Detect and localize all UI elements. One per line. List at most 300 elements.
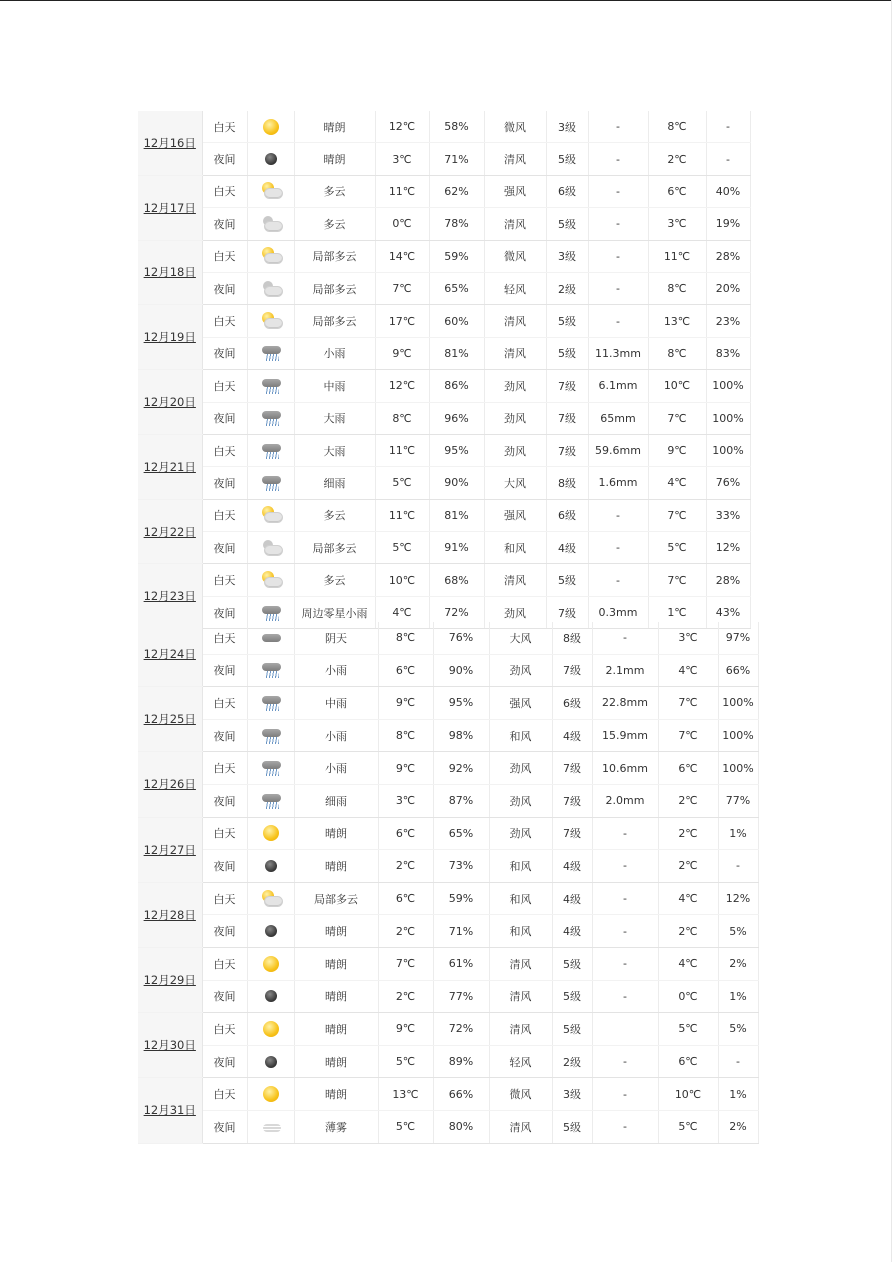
wind-description: 劲风	[484, 434, 546, 466]
feels-like-temperature: 6℃	[658, 752, 718, 785]
wind-description: 和风	[484, 532, 546, 564]
feels-like-temperature: 5℃	[658, 1013, 718, 1046]
weather-text: 晴朗	[294, 143, 375, 175]
rain-icon	[260, 344, 282, 362]
date-link[interactable]: 12月29日	[143, 973, 196, 988]
weather-icon-cell	[247, 850, 294, 883]
weather-text: 晴朗	[294, 817, 378, 850]
table-row	[138, 272, 750, 304]
date-cell	[138, 817, 202, 882]
wind-level: 6级	[546, 175, 588, 207]
date-link[interactable]: 12月31日	[143, 1103, 196, 1118]
weather-text: 细雨	[294, 784, 378, 817]
precipitation: 2.1mm	[592, 654, 658, 687]
wind-description: 清风	[489, 1013, 552, 1046]
weather-text: 周边零星小雨	[294, 596, 375, 628]
temperature: 10℃	[375, 564, 429, 596]
weather-icon-cell	[247, 240, 294, 272]
wind-level: 5级	[546, 208, 588, 240]
rain-icon	[260, 694, 282, 712]
temperature: 7℃	[375, 272, 429, 304]
table-row	[138, 752, 758, 785]
weather-icon-cell	[247, 175, 294, 207]
wind-level: 5级	[546, 143, 588, 175]
temperature: 12℃	[375, 111, 429, 143]
precipitation: 0.3mm	[588, 596, 648, 628]
humidity: 71%	[429, 143, 484, 175]
wind-description: 微风	[489, 1078, 552, 1111]
date-link[interactable]: 12月28日	[143, 907, 196, 922]
precipitation-chance: 1%	[718, 817, 758, 850]
wind-description: 和风	[489, 719, 552, 752]
wind-level: 8级	[546, 467, 588, 499]
date-link[interactable]: 12月20日	[143, 395, 196, 410]
forecast-table-2	[138, 622, 759, 1144]
humidity: 87%	[433, 784, 489, 817]
feels-like-temperature: 7℃	[658, 719, 718, 752]
sunny-icon	[260, 955, 282, 973]
table-row	[138, 532, 750, 564]
table-row	[138, 499, 750, 531]
humidity: 59%	[429, 240, 484, 272]
humidity: 72%	[429, 596, 484, 628]
feels-like-temperature: 2℃	[658, 915, 718, 948]
precipitation: -	[592, 915, 658, 948]
weather-icon-cell	[247, 980, 294, 1013]
wind-level: 7级	[546, 370, 588, 402]
wind-level: 3级	[546, 240, 588, 272]
date-cell	[138, 111, 202, 175]
wind-description: 清风	[484, 143, 546, 175]
period-label: 白天	[202, 622, 247, 654]
period-label: 夜间	[202, 402, 247, 434]
precipitation-chance: 20%	[706, 272, 750, 304]
period-label: 夜间	[202, 719, 247, 752]
wind-level: 7级	[552, 784, 592, 817]
wind-description: 清风	[489, 1110, 552, 1143]
humidity: 90%	[433, 654, 489, 687]
precipitation: 6.1mm	[588, 370, 648, 402]
weather-text: 局部多云	[294, 882, 378, 915]
period-label: 夜间	[202, 980, 247, 1013]
feels-like-temperature: 7℃	[648, 564, 706, 596]
precipitation-chance: 12%	[706, 532, 750, 564]
clear-night-icon	[260, 150, 282, 168]
wind-level: 4级	[546, 532, 588, 564]
temperature: 3℃	[375, 143, 429, 175]
date-link[interactable]: 12月21日	[143, 459, 196, 474]
precipitation: -	[588, 499, 648, 531]
period-label: 夜间	[202, 143, 247, 175]
wind-level: 7级	[552, 817, 592, 850]
period-label: 夜间	[202, 784, 247, 817]
sunny-icon	[260, 1020, 282, 1038]
feels-like-temperature: 3℃	[658, 622, 718, 654]
date-cell	[138, 1078, 202, 1143]
feels-like-temperature: 7℃	[648, 402, 706, 434]
wind-description: 劲风	[489, 752, 552, 785]
date-cell	[138, 622, 202, 687]
precipitation-chance: 66%	[718, 654, 758, 687]
weather-text: 晴朗	[294, 850, 378, 883]
precipitation: 59.6mm	[588, 434, 648, 466]
precipitation-chance: 100%	[718, 719, 758, 752]
date-cell	[138, 305, 202, 370]
humidity: 62%	[429, 175, 484, 207]
period-label: 白天	[202, 1013, 247, 1046]
wind-level: 7级	[552, 654, 592, 687]
date-link[interactable]: 12月16日	[143, 135, 196, 150]
wind-level: 7级	[546, 402, 588, 434]
wind-level: 5级	[552, 1013, 592, 1046]
feels-like-temperature: 8℃	[648, 111, 706, 143]
temperature: 8℃	[378, 719, 433, 752]
wind-level: 6级	[546, 499, 588, 531]
weather-icon-cell	[247, 947, 294, 980]
weather-text: 局部多云	[294, 240, 375, 272]
humidity: 89%	[433, 1045, 489, 1078]
wind-description: 清风	[484, 337, 546, 369]
precipitation	[592, 1013, 658, 1046]
wind-description: 大风	[484, 467, 546, 499]
table-row	[138, 817, 758, 850]
period-label: 夜间	[202, 467, 247, 499]
precipitation-chance: 28%	[706, 564, 750, 596]
weather-text: 大雨	[294, 434, 375, 466]
wind-description: 劲风	[484, 596, 546, 628]
feels-like-temperature: 11℃	[648, 240, 706, 272]
period-label: 白天	[202, 240, 247, 272]
weather-icon-cell	[247, 882, 294, 915]
partly-cloudy-night-icon	[260, 539, 282, 557]
fog-icon	[260, 1118, 282, 1136]
temperature: 2℃	[378, 850, 433, 883]
weather-text: 中雨	[294, 687, 378, 720]
precipitation-chance: -	[718, 850, 758, 883]
precipitation: 11.3mm	[588, 337, 648, 369]
temperature: 11℃	[375, 434, 429, 466]
wind-level: 7级	[552, 752, 592, 785]
period-label: 夜间	[202, 850, 247, 883]
weather-text: 多云	[294, 564, 375, 596]
precipitation-chance: 43%	[706, 596, 750, 628]
clear-night-icon	[260, 857, 282, 875]
rain-icon	[260, 409, 282, 427]
wind-description: 强风	[484, 175, 546, 207]
table-row	[138, 882, 758, 915]
clear-night-icon	[260, 987, 282, 1005]
precipitation: -	[588, 305, 648, 337]
date-link[interactable]: 12月27日	[143, 842, 196, 857]
table-row	[138, 305, 750, 337]
humidity: 92%	[433, 752, 489, 785]
weather-text: 小雨	[294, 654, 378, 687]
rain-icon	[260, 377, 282, 395]
wind-description: 和风	[489, 915, 552, 948]
date-link[interactable]: 12月24日	[143, 647, 196, 662]
table-row	[138, 654, 758, 687]
humidity: 58%	[429, 111, 484, 143]
table-row	[138, 1013, 758, 1046]
wind-level: 5级	[546, 305, 588, 337]
weather-icon-cell	[247, 719, 294, 752]
feels-like-temperature: 2℃	[658, 784, 718, 817]
temperature: 11℃	[375, 175, 429, 207]
date-cell	[138, 499, 202, 564]
feels-like-temperature: 2℃	[658, 817, 718, 850]
weather-text: 大雨	[294, 402, 375, 434]
weather-text: 晴朗	[294, 1045, 378, 1078]
temperature: 9℃	[378, 752, 433, 785]
wind-description: 和风	[489, 882, 552, 915]
precipitation: 10.6mm	[592, 752, 658, 785]
humidity: 65%	[433, 817, 489, 850]
period-label: 白天	[202, 564, 247, 596]
rain-icon	[260, 727, 282, 745]
period-label: 白天	[202, 1078, 247, 1111]
wind-description: 和风	[489, 850, 552, 883]
period-label: 白天	[202, 752, 247, 785]
weather-icon-cell	[247, 402, 294, 434]
weather-icon-cell	[247, 337, 294, 369]
humidity: 98%	[433, 719, 489, 752]
temperature: 5℃	[378, 1110, 433, 1143]
precipitation-chance: 19%	[706, 208, 750, 240]
humidity: 95%	[429, 434, 484, 466]
precipitation: -	[592, 817, 658, 850]
weather-text: 多云	[294, 208, 375, 240]
temperature: 8℃	[378, 622, 433, 654]
temperature: 6℃	[378, 654, 433, 687]
wind-description: 轻风	[484, 272, 546, 304]
clear-night-icon	[260, 922, 282, 940]
precipitation-chance: 100%	[718, 752, 758, 785]
wind-description: 劲风	[484, 370, 546, 402]
clear-night-icon	[260, 1053, 282, 1071]
date-link[interactable]: 12月30日	[143, 1038, 196, 1053]
table-row	[138, 143, 750, 175]
date-link[interactable]: 12月26日	[143, 777, 196, 792]
date-cell	[138, 752, 202, 817]
precipitation: -	[588, 208, 648, 240]
weather-icon-cell	[247, 499, 294, 531]
temperature: 13℃	[378, 1078, 433, 1111]
feels-like-temperature: 1℃	[648, 596, 706, 628]
date-cell	[138, 175, 202, 240]
humidity: 59%	[433, 882, 489, 915]
weather-text: 多云	[294, 499, 375, 531]
period-label: 夜间	[202, 915, 247, 948]
precipitation-chance: 100%	[718, 687, 758, 720]
period-label: 白天	[202, 305, 247, 337]
date-link[interactable]: 12月18日	[143, 265, 196, 280]
wind-description: 强风	[489, 687, 552, 720]
feels-like-temperature: 7℃	[658, 687, 718, 720]
temperature: 9℃	[378, 687, 433, 720]
humidity: 76%	[433, 622, 489, 654]
wind-level: 3级	[552, 1078, 592, 1111]
precipitation-chance: 12%	[718, 882, 758, 915]
table-row	[138, 402, 750, 434]
weather-text: 薄雾	[294, 1110, 378, 1143]
weather-icon-cell	[247, 687, 294, 720]
feels-like-temperature: 2℃	[658, 850, 718, 883]
forecast-table-1	[138, 111, 751, 629]
period-label: 夜间	[202, 532, 247, 564]
wind-description: 微风	[484, 111, 546, 143]
wind-description: 劲风	[484, 402, 546, 434]
date-link[interactable]: 12月17日	[143, 200, 196, 215]
precipitation-chance: 5%	[718, 915, 758, 948]
temperature: 3℃	[378, 784, 433, 817]
precipitation-chance: 100%	[706, 434, 750, 466]
precipitation-chance: -	[706, 143, 750, 175]
precipitation-chance: 33%	[706, 499, 750, 531]
overcast-icon	[260, 629, 282, 647]
partly-cloudy-night-icon	[260, 280, 282, 298]
period-label: 夜间	[202, 208, 247, 240]
precipitation: 15.9mm	[592, 719, 658, 752]
feels-like-temperature: 4℃	[658, 947, 718, 980]
weather-text: 小雨	[294, 752, 378, 785]
period-label: 白天	[202, 817, 247, 850]
precipitation-chance: -	[706, 111, 750, 143]
temperature: 9℃	[378, 1013, 433, 1046]
wind-description: 劲风	[489, 817, 552, 850]
weather-icon-cell	[247, 370, 294, 402]
weather-icon-cell	[247, 467, 294, 499]
table-row	[138, 915, 758, 948]
precipitation-chance: 1%	[718, 980, 758, 1013]
weather-text: 晴朗	[294, 915, 378, 948]
date-cell	[138, 564, 202, 629]
temperature: 17℃	[375, 305, 429, 337]
rain-icon	[260, 474, 282, 492]
precipitation-chance: 23%	[706, 305, 750, 337]
humidity: 95%	[433, 687, 489, 720]
weather-text: 晴朗	[294, 980, 378, 1013]
date-link[interactable]: 12月25日	[143, 712, 196, 727]
wind-level: 4级	[552, 850, 592, 883]
temperature: 11℃	[375, 499, 429, 531]
humidity: 73%	[433, 850, 489, 883]
humidity: 96%	[429, 402, 484, 434]
humidity: 77%	[433, 980, 489, 1013]
wind-level: 5级	[546, 337, 588, 369]
period-label: 夜间	[202, 654, 247, 687]
wind-description: 清风	[484, 564, 546, 596]
wind-level: 7级	[546, 596, 588, 628]
wind-level: 8级	[552, 622, 592, 654]
humidity: 90%	[429, 467, 484, 499]
wind-level: 5级	[552, 1110, 592, 1143]
humidity: 81%	[429, 499, 484, 531]
feels-like-temperature: 10℃	[658, 1078, 718, 1111]
precipitation-chance: 28%	[706, 240, 750, 272]
partly-cloudy-day-icon	[260, 247, 282, 265]
weather-text: 局部多云	[294, 305, 375, 337]
temperature: 5℃	[378, 1045, 433, 1078]
weather-text: 局部多云	[294, 532, 375, 564]
temperature: 5℃	[375, 467, 429, 499]
sunny-icon	[260, 824, 282, 842]
feels-like-temperature: 5℃	[648, 532, 706, 564]
weather-icon-cell	[247, 1013, 294, 1046]
temperature: 9℃	[375, 337, 429, 369]
feels-like-temperature: 10℃	[648, 370, 706, 402]
wind-level: 5级	[552, 947, 592, 980]
feels-like-temperature: 8℃	[648, 337, 706, 369]
weather-icon-cell	[247, 915, 294, 948]
weather-icon-cell	[247, 305, 294, 337]
date-link[interactable]: 12月22日	[143, 524, 196, 539]
period-label: 白天	[202, 499, 247, 531]
precipitation-chance: 1%	[718, 1078, 758, 1111]
table-row	[138, 370, 750, 402]
date-cell	[138, 370, 202, 435]
humidity: 80%	[433, 1110, 489, 1143]
feels-like-temperature: 5℃	[658, 1110, 718, 1143]
precipitation: -	[592, 622, 658, 654]
temperature: 0℃	[375, 208, 429, 240]
date-cell	[138, 240, 202, 305]
partly-cloudy-day-icon	[260, 182, 282, 200]
feels-like-temperature: 6℃	[648, 175, 706, 207]
date-link[interactable]: 12月23日	[143, 589, 196, 604]
precipitation-chance: 2%	[718, 1110, 758, 1143]
feels-like-temperature: 9℃	[648, 434, 706, 466]
precipitation: -	[588, 111, 648, 143]
precipitation-chance: 76%	[706, 467, 750, 499]
table-row	[138, 240, 750, 272]
precipitation-chance: 40%	[706, 175, 750, 207]
table-row	[138, 337, 750, 369]
table-row	[138, 208, 750, 240]
precipitation: 22.8mm	[592, 687, 658, 720]
precipitation: -	[588, 532, 648, 564]
sunny-icon	[260, 118, 282, 136]
weather-icon-cell	[247, 1078, 294, 1111]
humidity: 81%	[429, 337, 484, 369]
weather-icon-cell	[247, 564, 294, 596]
temperature: 6℃	[378, 817, 433, 850]
period-label: 夜间	[202, 1110, 247, 1143]
precipitation: -	[592, 1078, 658, 1111]
precipitation-chance: 100%	[706, 370, 750, 402]
weather-text: 晴朗	[294, 1078, 378, 1111]
precipitation: -	[588, 272, 648, 304]
temperature: 2℃	[378, 915, 433, 948]
feels-like-temperature: 8℃	[648, 272, 706, 304]
table-row	[138, 564, 750, 596]
precipitation: -	[592, 947, 658, 980]
table-row	[138, 434, 750, 466]
date-link[interactable]: 12月19日	[143, 330, 196, 345]
humidity: 61%	[433, 947, 489, 980]
wind-description: 清风	[489, 947, 552, 980]
precipitation: -	[588, 564, 648, 596]
wind-level: 5级	[552, 980, 592, 1013]
humidity: 72%	[433, 1013, 489, 1046]
table-row	[138, 622, 758, 654]
precipitation-chance: 97%	[718, 622, 758, 654]
precipitation-chance: 83%	[706, 337, 750, 369]
humidity: 86%	[429, 370, 484, 402]
period-label: 白天	[202, 111, 247, 143]
weather-text: 细雨	[294, 467, 375, 499]
weather-text: 晴朗	[294, 1013, 378, 1046]
table-row	[138, 850, 758, 883]
